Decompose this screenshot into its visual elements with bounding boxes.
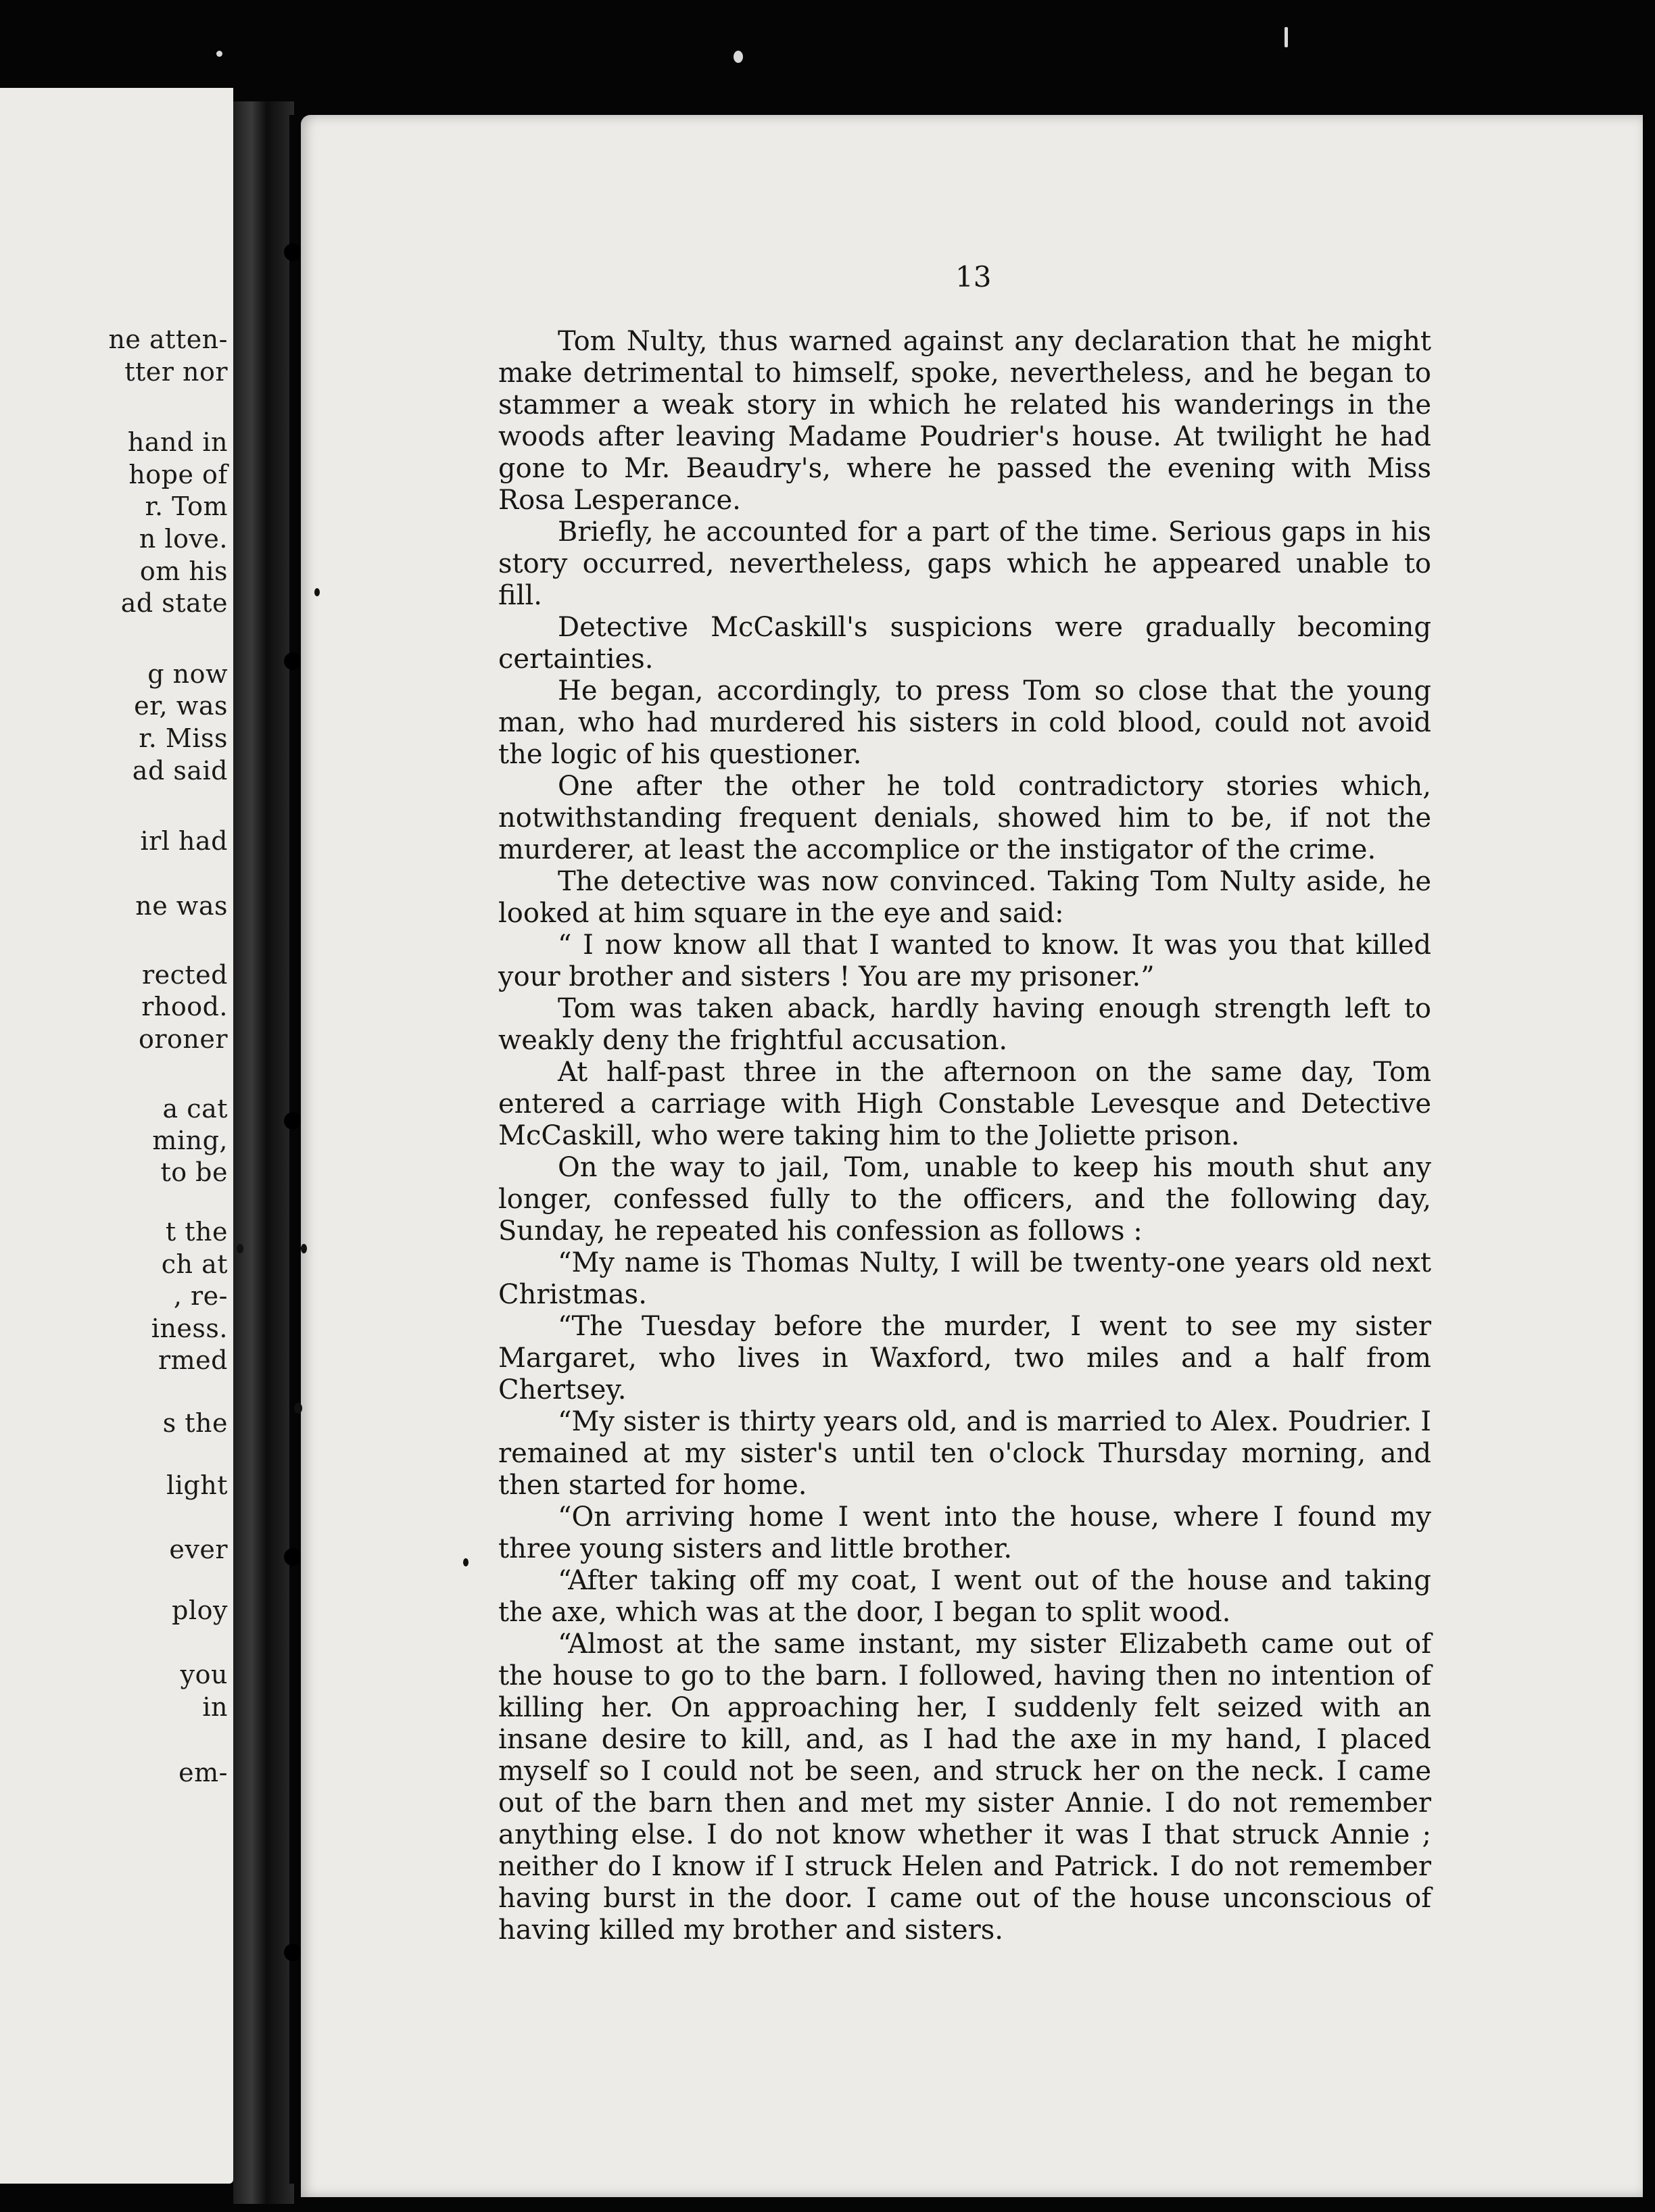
body-paragraph: “My name is Thomas Nulty, I will be twenty-one years old next Christmas. [498, 1247, 1431, 1310]
previous-page-text-fragment: oroner [138, 1024, 228, 1054]
body-paragraph: “My sister is thirty years old, and is married to Alex. Poudrier. I remained at my sister's until ten o'clock Thursday morning, and then started for home. [498, 1406, 1431, 1501]
book-page-13 [301, 115, 1643, 2197]
body-paragraph: Tom Nulty, thus warned against any declaration that he might make detrimental to himself, spoke, nevertheless, and he began to stammer a weak story in which he related his wanderings in the woods after leaving Madame Poudrier's house. At twilight he had gone to Mr. Beaudry's, where he passed the evening with Miss Rosa Lesperance. [498, 326, 1431, 516]
previous-page-text-fragment: er, was [134, 691, 228, 721]
binding-stitch [284, 1112, 302, 1130]
scan-speck [294, 1403, 302, 1414]
previous-page-text-fragment: n love. [139, 524, 228, 554]
body-paragraph: “The Tuesday before the murder, I went to see my sister Margaret, who lives in Waxford, two miles and a half from Chertsey. [498, 1311, 1431, 1405]
previous-page-text-fragment: ever [169, 1535, 228, 1564]
previous-page-text-fragment: ming, [152, 1126, 228, 1155]
previous-page-text-fragment: in [202, 1692, 228, 1722]
binding-stitch [284, 1944, 302, 1961]
previous-page-text-fragment: hope of [128, 460, 228, 489]
body-paragraph: On the way to jail, Tom, unable to keep his mouth shut any longer, confessed fully to the officers, and the following day, Sunday, he repeated his confession as follows : [498, 1152, 1431, 1247]
page-number: 13 [955, 260, 992, 293]
body-paragraph: Detective McCaskill's suspicions were gradually becoming certainties. [498, 612, 1431, 675]
previous-page-text-fragment: to be [160, 1157, 228, 1187]
body-paragraph: “After taking off my coat, I went out of the house and taking the axe, which was at the door, I began to split wood. [498, 1565, 1431, 1628]
previous-page-text-fragment: t the [165, 1217, 228, 1247]
previous-page-fragment [0, 88, 233, 2184]
scan-speck [237, 1244, 243, 1253]
previous-page-text-fragment: ch at [161, 1249, 228, 1279]
previous-page-text-fragment: hand in [127, 427, 228, 457]
body-paragraph: Briefly, he accounted for a part of the time. Serious gaps in his story occurred, nevertheless, gaps which he appeared unable to fill. [498, 516, 1431, 611]
binding-spine-line [289, 115, 296, 2184]
previous-page-text-fragment: you [180, 1660, 228, 1689]
body-paragraph: Tom was taken aback, hardly having enough strength left to weakly deny the frightful accusation. [498, 993, 1431, 1056]
dust-speck [734, 51, 743, 63]
previous-page-text-fragment: a cat [162, 1094, 228, 1124]
previous-page-text-fragment: ad said [132, 756, 228, 786]
body-paragraph: “ I now know all that I wanted to know. It was you that killed your brother and sisters ! You are my prisoner.” [498, 930, 1431, 992]
previous-page-text-fragment: ne atten- [108, 324, 228, 354]
body-paragraph: “Almost at the same instant, my sister Elizabeth came out of the house to go to the barn. I followed, having then no intention of killing her. On approaching her, I suddenly felt seized with an insane desire to kill, and, as I had the axe in my hand, I placed myself so I could not be seen, and struck her on the neck. I came out of the barn then and met my sister Annie. I do not remember anything else. I do not know whether it was I that struck Annie ; neither do I know if I struck Helen and Patrick. I do not remember having burst in the door. I came out of the house unconscious of having killed my brother and sisters. [498, 1629, 1431, 1946]
previous-page-text-fragment: iness. [151, 1314, 228, 1343]
previous-page-text-fragment: ne was [135, 891, 228, 921]
scan-speck [314, 588, 320, 596]
previous-page-text-fragment: ploy [172, 1595, 228, 1625]
previous-page-text-fragment: om his [139, 556, 228, 586]
previous-page-text-fragment: rmed [158, 1345, 228, 1375]
scan-speck [301, 1244, 307, 1253]
body-paragraph: “On arriving home I went into the house, where I found my three young sisters and little brother. [498, 1501, 1431, 1564]
previous-page-text-fragment: em- [178, 1758, 228, 1787]
body-paragraph: At half-past three in the afternoon on the same day, Tom entered a carriage with High Constable Levesque and Detective McCaskill, who were taking him to the Joliette prison. [498, 1057, 1431, 1151]
body-paragraph: He began, accordingly, to press Tom so close that the young man, who had murdered his sisters in cold blood, could not avoid the logic of his questioner. [498, 675, 1431, 770]
book-gutter [233, 101, 294, 2204]
scan-speck [463, 1558, 469, 1566]
previous-page-text-fragment: , re- [173, 1281, 228, 1311]
previous-page-text-fragment: tter nor [124, 357, 228, 387]
previous-page-text-fragment: rected [141, 960, 228, 990]
binding-stitch [284, 243, 302, 261]
binding-stitch [284, 652, 302, 670]
previous-page-text-fragment: r. Miss [139, 723, 228, 753]
page-body-text [498, 326, 1431, 1946]
dust-speck [1285, 27, 1288, 47]
previous-page-text-fragment: irl had [140, 826, 228, 856]
previous-page-text-fragment: g now [147, 659, 228, 689]
previous-page-text-fragment: rhood. [141, 992, 228, 1021]
previous-page-text-fragment: ad state [120, 588, 228, 618]
previous-page-text-fragment: r. Tom [145, 491, 228, 521]
previous-page-text-fragment: s the [162, 1408, 228, 1438]
body-paragraph: The detective was now convinced. Taking Tom Nulty aside, he looked at him square in the eye and said: [498, 866, 1431, 929]
previous-page-text-fragment: light [166, 1470, 228, 1500]
binding-stitch [284, 1548, 302, 1566]
dust-speck [216, 51, 222, 57]
body-paragraph: One after the other he told contradictory stories which, notwithstanding frequent denials, showed him to be, if not the murderer, at least the accomplice or the instigator of the crime. [498, 771, 1431, 865]
